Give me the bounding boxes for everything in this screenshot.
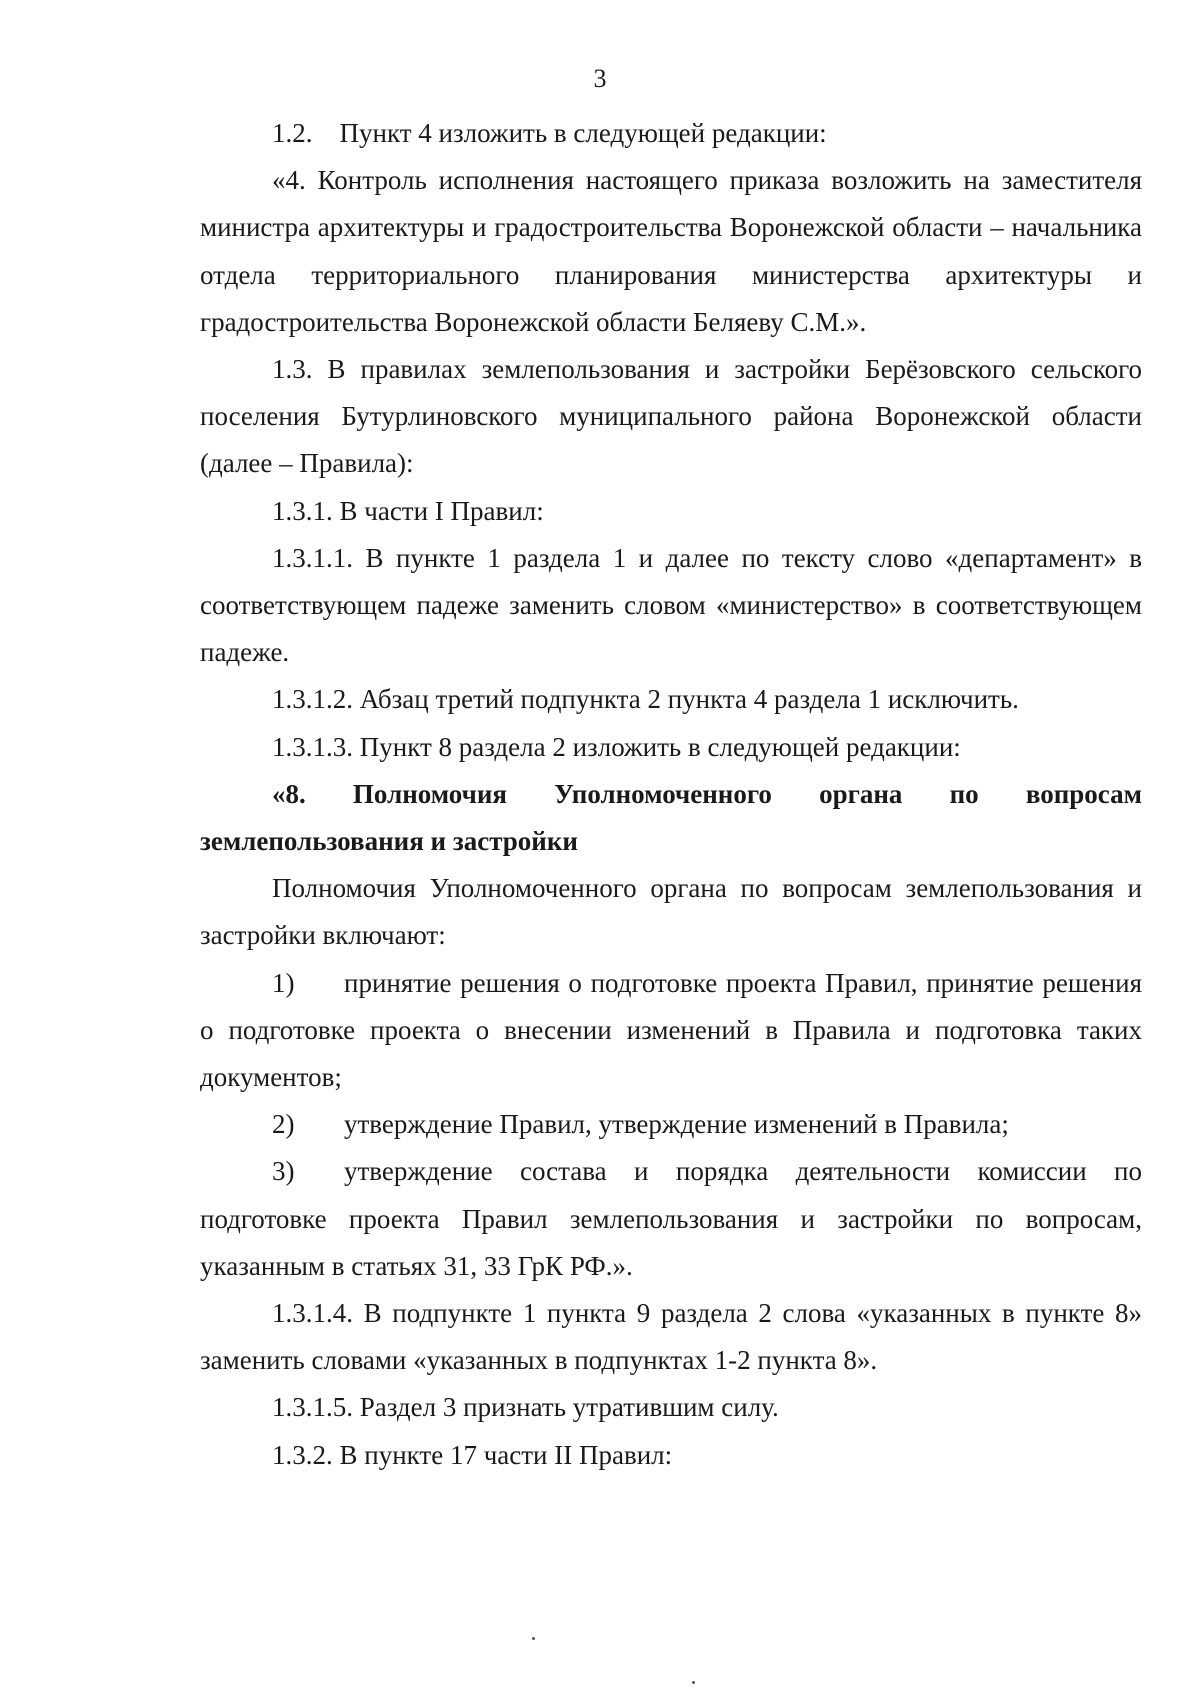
paragraph-1-3-1-2: 1.3.1.2. Абзац третий подпункта 2 пункта 4 раздела 1 исключить.: [272, 684, 1019, 715]
paragraph-1-2: 1.2. Пункт 4 изложить в следующей редакции:: [272, 118, 827, 148]
paragraph-1-3-1-1: 1.3.1.1. В пункте 1 раздела 1 и далее по тексту слово «департамент» в соответствующем падеже заменить словом «министерство» в соответствующем падеже.: [200, 542, 1142, 668]
paragraph-1-3-1-4: 1.3.1.4. В подпункте 1 пункта 9 раздела 2 слова «указанных в пункте 8» заменить словами «указанных в подпунктах 1-2 пункта 8».: [200, 1298, 1142, 1376]
section-heading-8: «8. Полномочия Уполномоченного органа по вопросам землепользования и застройки: [200, 778, 1142, 857]
paragraph-1-3: 1.3. В правилах землепользования и застройки Берёзовского сельского поселения Бутурлиновского муниципального района Воронежской области (далее – Правила):: [200, 354, 1142, 479]
paragraph-powers-intro: Полномочия Уполномоченного органа по вопросам землепользования и застройки включают:: [200, 873, 1142, 951]
paragraph-1-3-1: 1.3.1. В части I Правил:: [272, 495, 544, 526]
paragraph-1-3-1-5: 1.3.1.5. Раздел 3 признать утратившим силу.: [272, 1392, 779, 1423]
list-item-2: [200, 1101, 1142, 1148]
scan-speck: [692, 1681, 695, 1684]
list-item-text: утверждение Правил, утверждение изменений в Правила;: [344, 1109, 1009, 1140]
list-item-text: принятие решения о подготовке проекта Правил, принятие решения о подготовке проекта о внесении изменений в Правила и подготовка таких документов;: [200, 967, 1142, 1093]
list-number: 3): [272, 1156, 295, 1187]
list-item-1: [200, 960, 1142, 1102]
list-number: 1): [272, 967, 295, 998]
paragraph-1-3-2: 1.3.2. В пункте 17 части II Правил:: [272, 1439, 673, 1470]
paragraph-1-3-1-3: 1.3.1.3. Пункт 8 раздела 2 изложить в следующей редакции:: [272, 731, 961, 762]
list-number: 2): [272, 1109, 295, 1140]
list-item-3: [200, 1148, 1142, 1290]
scan-speck: [532, 1637, 535, 1640]
list-item-text: утверждение состава и порядка деятельности комиссии по подготовке проекта Правил землепользования и застройки по вопросам, указанным в статьях 31, 33 ГрК РФ.».: [200, 1156, 1142, 1281]
page-number: 3: [593, 64, 607, 93]
paragraph-item-4: «4. Контроль исполнения настоящего приказа возложить на заместителя министра архитектуры и градостроительства Воронежской области – начальника отдела территориального планирования министерства архитектуры и градостроительства Воронежской области Беляеву С.М.».: [200, 165, 1142, 337]
document-body: [200, 110, 1142, 1479]
